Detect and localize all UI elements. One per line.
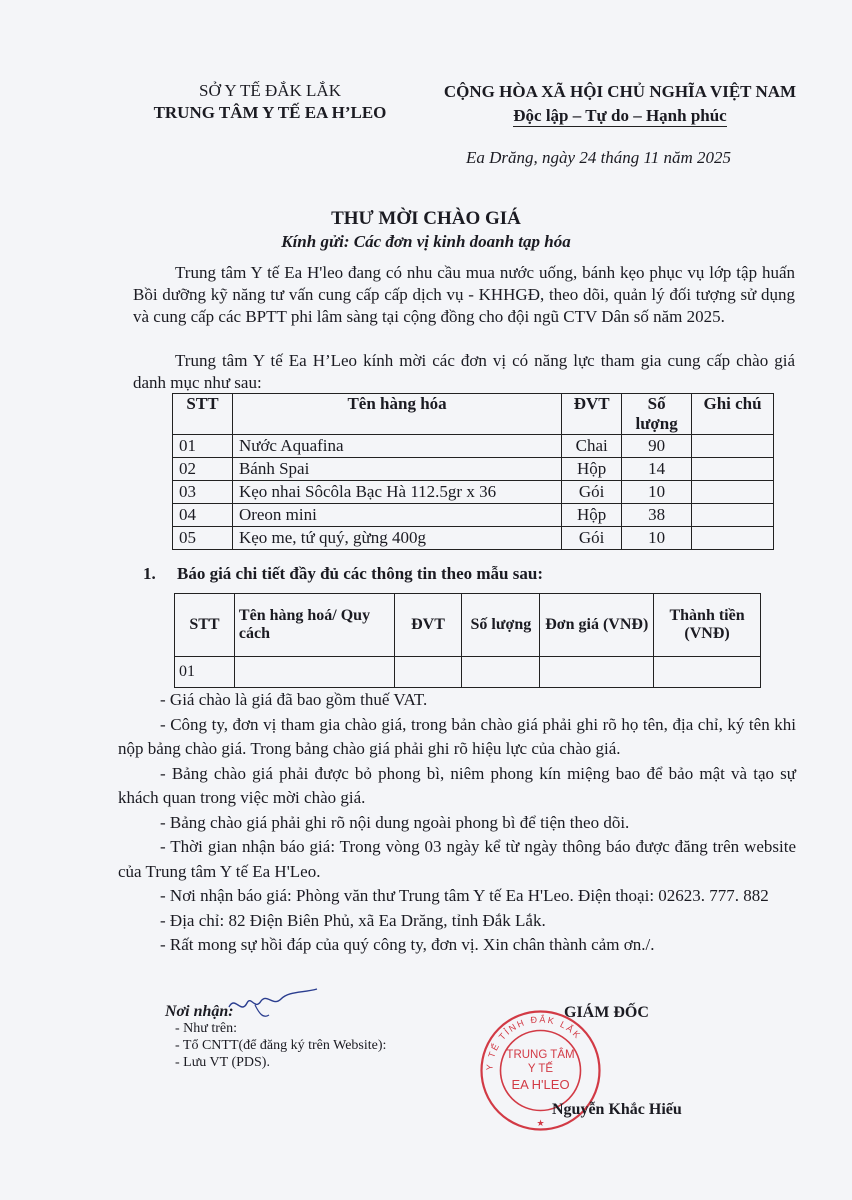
condition-item: - Bảng chào giá phải ghi rõ nội dung ngoài phong bì để tiện theo dõi.	[160, 812, 630, 832]
header-quantity: Số lượng	[622, 394, 692, 435]
cell-note	[692, 504, 774, 527]
cell-quantity	[462, 657, 540, 688]
cell-item-name: Bánh Spai	[232, 458, 561, 481]
table-row	[175, 657, 761, 688]
recipient-item: - Như trên:	[175, 1021, 238, 1036]
header-stt: STT	[173, 394, 233, 435]
condition-item: - Công ty, đơn vị tham gia chào giá, trong bản chào giá phải ghi rõ họ tên, địa chỉ, ký tên khi nộp bảng chào giá. Trong bảng chào giá phải ghi rõ hiệu lực của chào giá.	[118, 714, 796, 758]
cell-stt: 01	[173, 435, 233, 458]
cell-unit-price	[540, 657, 654, 688]
stamp-line-2: Y TẾ	[527, 1063, 554, 1075]
table-row	[173, 504, 774, 527]
stamp-line-3: EA H'LEO	[511, 1077, 570, 1092]
cell-stt: 04	[173, 504, 233, 527]
initials-signature	[225, 985, 320, 1025]
header-unit: ĐVT	[562, 394, 622, 435]
cell-unit: Chai	[562, 435, 622, 458]
cell-note	[692, 527, 774, 550]
cell-unit: Gói	[562, 527, 622, 550]
table-row	[173, 435, 774, 458]
cell-quantity: 10	[622, 481, 692, 504]
cell-item-name: Kẹo me, tứ quý, gừng 400g	[232, 527, 561, 550]
items-table	[172, 393, 774, 550]
recipient-item: - Tổ CNTT(để đăng ký trên Website):	[175, 1038, 387, 1053]
cell-quantity: 10	[622, 527, 692, 550]
issuing-authority	[130, 80, 410, 124]
stamp-ring-text: Y TẾ TỈNH ĐẮK LẮK	[484, 1014, 584, 1071]
condition-item: - Nơi nhận báo giá: Phòng văn thư Trung tâm Y tế Ea H'Leo. Điện thoại: 02623. 777. 882	[160, 886, 769, 905]
header-stt: STT	[175, 594, 235, 657]
table-row	[173, 458, 774, 481]
cell-stt: 02	[173, 458, 233, 481]
header-item-spec: Tên hàng hoá/ Quy cách	[234, 594, 394, 657]
condition-item: - Thời gian nhận báo giá: Trong vòng 03 ngày kể từ ngày thông báo được đăng trên website của Trung tâm Y tế Ea H'Leo.	[118, 837, 796, 881]
country-name: CỘNG HÒA XÃ HỘI CHỦ NGHĨA VIỆT NAM	[443, 82, 797, 101]
table-row	[173, 481, 774, 504]
cell-unit: Gói	[562, 481, 622, 504]
section-text: Báo giá chi tiết đầy đủ các thông tin theo mẫu sau:	[177, 564, 543, 583]
items-table-header	[173, 394, 774, 435]
cell-note	[692, 458, 774, 481]
header-unit-price: Đơn giá (VNĐ)	[540, 594, 654, 657]
conditions-list	[118, 688, 796, 958]
cell-item-spec	[234, 657, 394, 688]
cell-note	[692, 435, 774, 458]
document-title: THƯ MỜI CHÀO GIÁ	[331, 208, 521, 229]
condition-item: - Rất mong sự hồi đáp của quý công ty, đơn vị. Xin chân thành cảm ơn./.	[160, 935, 655, 954]
header-total: Thành tiền (VNĐ)	[654, 594, 761, 657]
cell-item-name: Oreon mini	[232, 504, 561, 527]
date-line: Ea Drăng, ngày 24 tháng 11 năm 2025	[466, 148, 732, 167]
cell-stt: 03	[173, 481, 233, 504]
cell-total	[654, 657, 761, 688]
cell-quantity: 14	[622, 458, 692, 481]
cell-unit: Hộp	[562, 504, 622, 527]
intro-paragraph-2: Trung tâm Y tế Ea H’Leo kính mời các đơn vị có năng lực tham gia cung cấp chào giá danh mục như sau:	[133, 351, 795, 392]
stamp-star-icon: ★	[536, 1118, 545, 1128]
condition-item: - Bảng chào giá phải được bỏ phong bì, niêm phong kín miệng bao để bảo mật và tạo sự khách quan trong việc mời chào giá.	[118, 763, 796, 807]
recipients-label: Nơi nhận:	[165, 1003, 234, 1020]
cell-unit	[394, 657, 462, 688]
table-row	[173, 527, 774, 550]
cell-quantity: 38	[622, 504, 692, 527]
national-motto: Độc lập – Tự do – Hạnh phúc	[513, 106, 727, 125]
cell-note	[692, 481, 774, 504]
quote-table-header	[175, 594, 761, 657]
national-header	[420, 80, 820, 128]
section-heading-1	[143, 564, 543, 584]
parent-org: SỞ Y TẾ ĐẮK LẮK	[199, 81, 341, 100]
signer-title: GIÁM ĐỐC	[564, 1004, 649, 1021]
intro-paragraph-1: Trung tâm Y tế Ea H'leo đang có nhu cầu mua nước uống, bánh kẹo phục vụ lớp tập huấn Bồi dưỡng kỹ năng tư vấn cung cấp cấp dịch vụ - KHHGĐ, theo dõi, quản lý đối tượng sử dụng và cung cấp các BPTT phi lâm sàng tại cộng đồng cho đội ngũ CTV Dân số năm 2025.	[133, 263, 795, 326]
header-quantity: Số lượng	[462, 594, 540, 657]
signer-name: Nguyễn Khắc Hiếu	[552, 1101, 682, 1118]
recipient-item: - Lưu VT (PDS).	[175, 1055, 270, 1070]
header-note: Ghi chú	[692, 394, 774, 435]
header-item-name: Tên hàng hóa	[232, 394, 561, 435]
issuing-org: TRUNG TÂM Y TẾ EA H’LEO	[153, 103, 387, 122]
cell-quantity: 90	[622, 435, 692, 458]
greeting-line: Kính gửi: Các đơn vị kinh doanh tạp hóa	[281, 232, 571, 251]
cell-item-name: Nước Aquafina	[232, 435, 561, 458]
stamp-line-1: TRUNG TÂM	[506, 1049, 575, 1061]
cell-item-name: Kẹo nhai Sôcôla Bạc Hà 112.5gr x 36	[232, 481, 561, 504]
condition-item: - Địa chỉ: 82 Điện Biên Phủ, xã Ea Drăng, tỉnh Đắk Lắk.	[160, 910, 546, 930]
header-unit: ĐVT	[394, 594, 462, 657]
condition-item: - Giá chào là giá đã bao gồm thuế VAT.	[160, 690, 428, 709]
cell-unit: Hộp	[562, 458, 622, 481]
quote-template-table	[174, 593, 761, 688]
cell-stt: 01	[175, 657, 235, 688]
section-number: 1.	[143, 564, 156, 583]
cell-stt: 05	[173, 527, 233, 550]
